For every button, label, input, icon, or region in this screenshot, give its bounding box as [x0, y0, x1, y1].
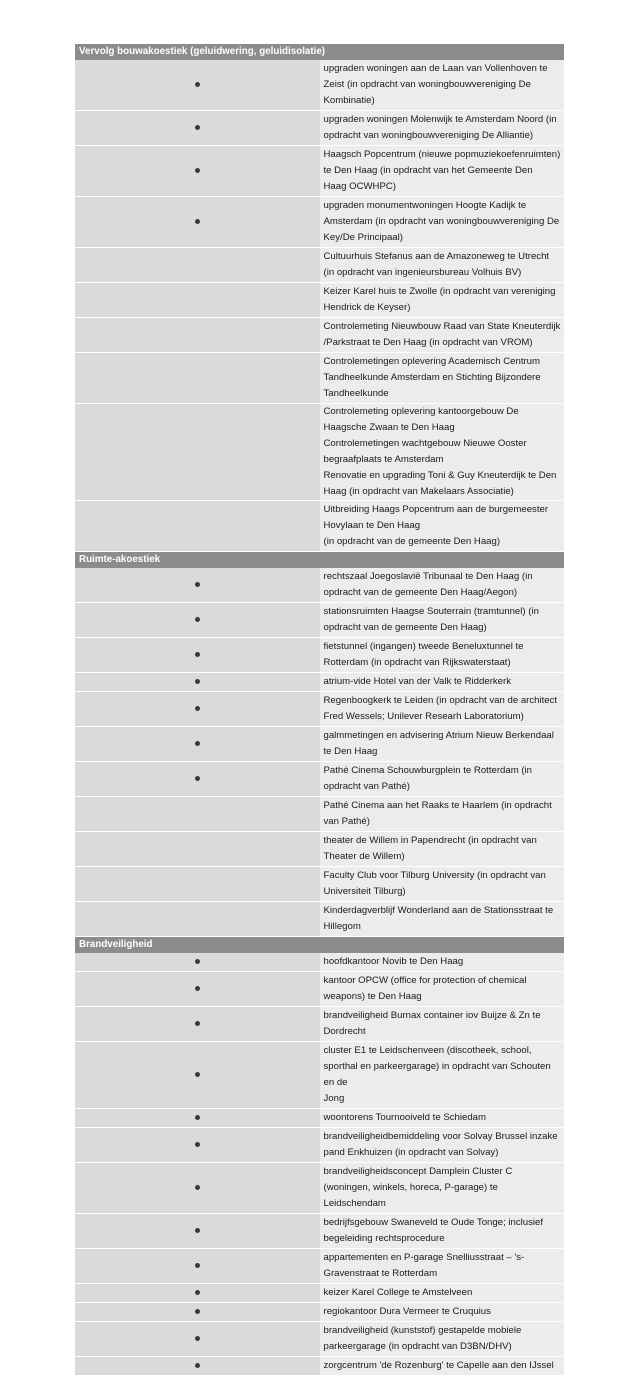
table-row — [75, 972, 564, 1007]
description-line: Cultuurhuis Stefanus aan de Amazoneweg te Utrecht (in opdracht van ingenieursbureau Volhuis BV) — [323, 251, 550, 278]
description-line: theater de Willem in Papendrecht (in opdracht van Theater de Willem) — [323, 835, 537, 862]
description-line: appartementen en P-garage Snelliusstraat – 's-Gravenstraat te Rotterdam — [323, 1252, 525, 1279]
table-row — [75, 603, 564, 638]
description-line: Keizer Karel huis te Zwolle (in opdracht van vereniging Hendrick de Keyser) — [323, 286, 556, 313]
bullet-icon — [195, 1115, 200, 1120]
description-line: Key/De Principaal) — [323, 232, 403, 243]
table-row — [75, 197, 564, 248]
table-row — [75, 568, 564, 603]
bullet-icon — [195, 741, 200, 746]
section-header — [75, 44, 564, 60]
bullet-cell — [75, 692, 320, 727]
bullet-icon — [195, 1142, 200, 1147]
table-row — [75, 673, 564, 692]
bullet-cell — [75, 867, 320, 902]
description-line: kantoor OPCW (office for protection of chemical weapons) te Den Haag — [323, 975, 527, 1002]
table-row — [75, 867, 564, 902]
description-line: regiokantoor Dura Vermeer te Cruquius — [323, 1306, 491, 1317]
project-description — [320, 972, 565, 1007]
table-row — [75, 283, 564, 318]
table-row — [75, 146, 564, 197]
bullet-cell — [75, 197, 320, 248]
bullet-cell — [75, 762, 320, 797]
table-row — [75, 318, 564, 353]
project-description — [320, 146, 565, 197]
project-description — [320, 1214, 565, 1249]
table-row — [75, 111, 564, 146]
bullet-icon — [195, 776, 200, 781]
project-description — [320, 762, 565, 797]
project-description — [320, 404, 565, 501]
bullet-icon — [195, 679, 200, 684]
bullet-cell — [75, 248, 320, 283]
bullet-cell — [75, 1322, 320, 1357]
bullet-cell — [75, 60, 320, 111]
project-description — [320, 832, 565, 867]
bullet-icon — [195, 617, 200, 622]
bullet-cell — [75, 832, 320, 867]
project-description — [320, 568, 565, 603]
bullet-icon — [195, 1336, 200, 1341]
bullet-cell — [75, 972, 320, 1007]
bullet-cell — [75, 318, 320, 353]
description-line: cluster E1 te Leidschenveen (discotheek, school, sporthal en parkeergarage) in opdracht van Schouten en de — [323, 1045, 551, 1088]
project-description — [320, 501, 565, 552]
bullet-cell — [75, 146, 320, 197]
table-row — [75, 353, 564, 404]
bullet-icon — [195, 1290, 200, 1295]
table-row — [75, 1042, 564, 1109]
table-row — [75, 762, 564, 797]
project-description — [320, 1303, 565, 1322]
table-row — [75, 692, 564, 727]
description-line: Faculty Club voor Tilburg University (in opdracht van Universiteit Tilburg) — [323, 870, 546, 897]
bullet-icon — [195, 82, 200, 87]
project-description — [320, 603, 565, 638]
description-line: Tandheelkunde — [323, 388, 389, 399]
bullet-cell — [75, 1007, 320, 1042]
project-description — [320, 353, 565, 404]
bullet-icon — [195, 168, 200, 173]
table-row — [75, 1303, 564, 1322]
description-line: bedrijfsgebouw Swaneveld te Oude Tonge; inclusief begeleiding rechtsprocedure — [323, 1217, 544, 1244]
bullet-icon — [195, 1363, 200, 1368]
section-header — [75, 552, 564, 569]
description-line: galmmetingen en advisering Atrium Nieuw Berkendaal te Den Haag — [323, 730, 554, 757]
project-description — [320, 673, 565, 692]
bullet-icon — [195, 986, 200, 991]
description-line: brandveiligheidsconcept Damplein Cluster C (woningen, winkels, horeca, P-garage) te Leidschendam — [323, 1166, 513, 1209]
bullet-icon — [195, 582, 200, 587]
table-row — [75, 797, 564, 832]
bullet-icon — [195, 1309, 200, 1314]
description-line: Kombinatie) — [323, 95, 375, 106]
description-line: upgraden monumentwoningen Hoogte Kadijk te Amsterdam (in opdracht van woningbouwvereniging De — [323, 200, 560, 227]
project-description — [320, 953, 565, 972]
description-line: hoofdkantoor Novib te Den Haag — [323, 956, 464, 967]
project-description — [320, 797, 565, 832]
bullet-cell — [75, 953, 320, 972]
table-row — [75, 404, 564, 501]
table-row — [75, 1357, 564, 1376]
bullet-cell — [75, 1249, 320, 1284]
bullet-cell — [75, 404, 320, 501]
table-row — [75, 638, 564, 673]
description-line: Renovatie en upgrading Toni & Guy Kneuterdijk te Den Haag (in opdracht van Makelaars Associatie) — [323, 470, 557, 497]
project-description — [320, 111, 565, 146]
description-line: Jong — [323, 1093, 345, 1104]
bullet-cell — [75, 673, 320, 692]
bullet-cell — [75, 1042, 320, 1109]
description-line: upgraden woningen aan de Laan van Vollenhoven te Zeist (in opdracht van woningbouwvereniging De — [323, 63, 548, 90]
description-line: Controlemetingen wachtgebouw Nieuwe Ooster begraafplaats te Amsterdam — [323, 438, 527, 465]
bullet-cell — [75, 111, 320, 146]
project-description — [320, 1249, 565, 1284]
project-description — [320, 692, 565, 727]
description-line: brandveiligheid (kunststof) gestapelde mobiele parkeergarage (in opdracht van D3BN/DHV) — [323, 1325, 522, 1352]
bullet-cell — [75, 1128, 320, 1163]
project-description — [320, 1284, 565, 1303]
description-line: brandveiligheidbemiddeling voor Solvay Brussel inzake pand Enkhuizen (in opdracht van Solvay) — [323, 1131, 558, 1158]
table-row — [75, 1284, 564, 1303]
description-line: Controlemeting oplevering kantoorgebouw De Haagsche Zwaan te Den Haag — [323, 406, 519, 433]
project-description — [320, 318, 565, 353]
bullet-cell — [75, 568, 320, 603]
table-row — [75, 832, 564, 867]
table-row — [75, 727, 564, 762]
project-description — [320, 867, 565, 902]
project-description — [320, 1128, 565, 1163]
bullet-cell — [75, 797, 320, 832]
bullet-icon — [195, 1228, 200, 1233]
description-line: Controlemeting Nieuwbouw Raad van State Kneuterdijk /Parkstraat te Den Haag (in opdracht van VROM) — [323, 321, 561, 348]
description-line: (in opdracht van de gemeente Den Haag) — [323, 536, 501, 547]
description-line: Pathé Cinema Schouwburgplein te Rotterdam (in opdracht van Pathé) — [323, 765, 533, 792]
bullet-cell — [75, 1357, 320, 1376]
bullet-icon — [195, 652, 200, 657]
bullet-icon — [195, 1072, 200, 1077]
description-line: Regenboogkerk te Leiden (in opdracht van de architect Fred Wessels; Unilever Researh Laboratorium) — [323, 695, 558, 722]
description-line: Haagsch Popcentrum (nieuwe popmuziekoefenruimten) te Den Haag (in opdracht van het Gemeente Den — [323, 149, 561, 176]
bullet-cell — [75, 603, 320, 638]
description-line: fietstunnel (ingangen) tweede Beneluxtunnel te Rotterdam (in opdracht van Rijkswaterstaat) — [323, 641, 524, 668]
description-line: Kinderdagverblijf Wonderland aan de Stationsstraat te Hillegom — [323, 905, 554, 932]
description-line: stationsruimten Haagse Souterrain (tramtunnel) (in opdracht van de gemeente Den Haag) — [323, 606, 539, 633]
table-row — [75, 1109, 564, 1128]
table-row — [75, 1249, 564, 1284]
bullet-icon — [195, 959, 200, 964]
bullet-cell — [75, 283, 320, 318]
description-line: Controlemetingen oplevering Academisch Centrum Tandheelkunde Amsterdam en Stichting Bijzondere — [323, 356, 541, 383]
table-row — [75, 1214, 564, 1249]
table-row — [75, 902, 564, 937]
project-table-body — [75, 44, 564, 1376]
bullet-icon — [195, 706, 200, 711]
table-row — [75, 1322, 564, 1357]
bullet-icon — [195, 125, 200, 130]
project-description — [320, 60, 565, 111]
bullet-cell — [75, 501, 320, 552]
bullet-cell — [75, 727, 320, 762]
description-line: zorgcentrum 'de Rozenburg' te Capelle aan den IJssel — [323, 1360, 554, 1371]
section-title: Ruimte-akoestiek — [75, 552, 564, 569]
bullet-icon — [195, 1263, 200, 1268]
project-description — [320, 197, 565, 248]
table-row — [75, 1007, 564, 1042]
project-description — [320, 1007, 565, 1042]
project-description — [320, 1322, 565, 1357]
bullet-cell — [75, 1284, 320, 1303]
description-line: keizer Karel College te Amstelveen — [323, 1287, 473, 1298]
table-row — [75, 248, 564, 283]
description-line: upgraden woningen Molenwijk te Amsterdam Noord (in opdracht van woningbouwvereniging De Alliantie) — [323, 114, 557, 141]
project-description — [320, 638, 565, 673]
bullet-icon — [195, 1185, 200, 1190]
document-page — [75, 44, 564, 1376]
project-description — [320, 248, 565, 283]
project-description — [320, 1357, 565, 1376]
bullet-cell — [75, 638, 320, 673]
description-line: atrium-vide Hotel van der Valk te Ridderkerk — [323, 676, 512, 687]
description-line: rechtszaal Joegoslavië Tribunaal te Den Haag (in opdracht van de gemeente Den Haag/Aegon) — [323, 571, 533, 598]
description-line: brandveiligheid Burnax container iov Buijze & Zn te Dordrecht — [323, 1010, 541, 1037]
bullet-icon — [195, 1021, 200, 1026]
bullet-cell — [75, 1214, 320, 1249]
project-description — [320, 1109, 565, 1128]
bullet-cell — [75, 1109, 320, 1128]
bullet-cell — [75, 902, 320, 937]
description-line: Pathé Cinema aan het Raaks te Haarlem (in opdracht van Pathé) — [323, 800, 552, 827]
project-description — [320, 1042, 565, 1109]
table-row — [75, 953, 564, 972]
section-title: Vervolg bouwakoestiek (geluidwering, geluidisolatie) — [75, 44, 564, 60]
project-table — [75, 44, 564, 1376]
bullet-cell — [75, 1303, 320, 1322]
section-title: Brandveiligheid — [75, 937, 564, 954]
bullet-icon — [195, 219, 200, 224]
description-line: Haag OCWHPC) — [323, 181, 396, 192]
table-row — [75, 501, 564, 552]
description-line: woontorens Tournooiveld te Schiedam — [323, 1112, 486, 1123]
bullet-cell — [75, 1163, 320, 1214]
section-header — [75, 937, 564, 954]
project-description — [320, 283, 565, 318]
bullet-cell — [75, 353, 320, 404]
project-description — [320, 902, 565, 937]
table-row — [75, 1163, 564, 1214]
table-row — [75, 1128, 564, 1163]
project-description — [320, 1163, 565, 1214]
description-line: Uitbreiding Haags Popcentrum aan de burgemeester Hovylaan te Den Haag — [323, 504, 549, 531]
table-row — [75, 60, 564, 111]
project-description — [320, 727, 565, 762]
